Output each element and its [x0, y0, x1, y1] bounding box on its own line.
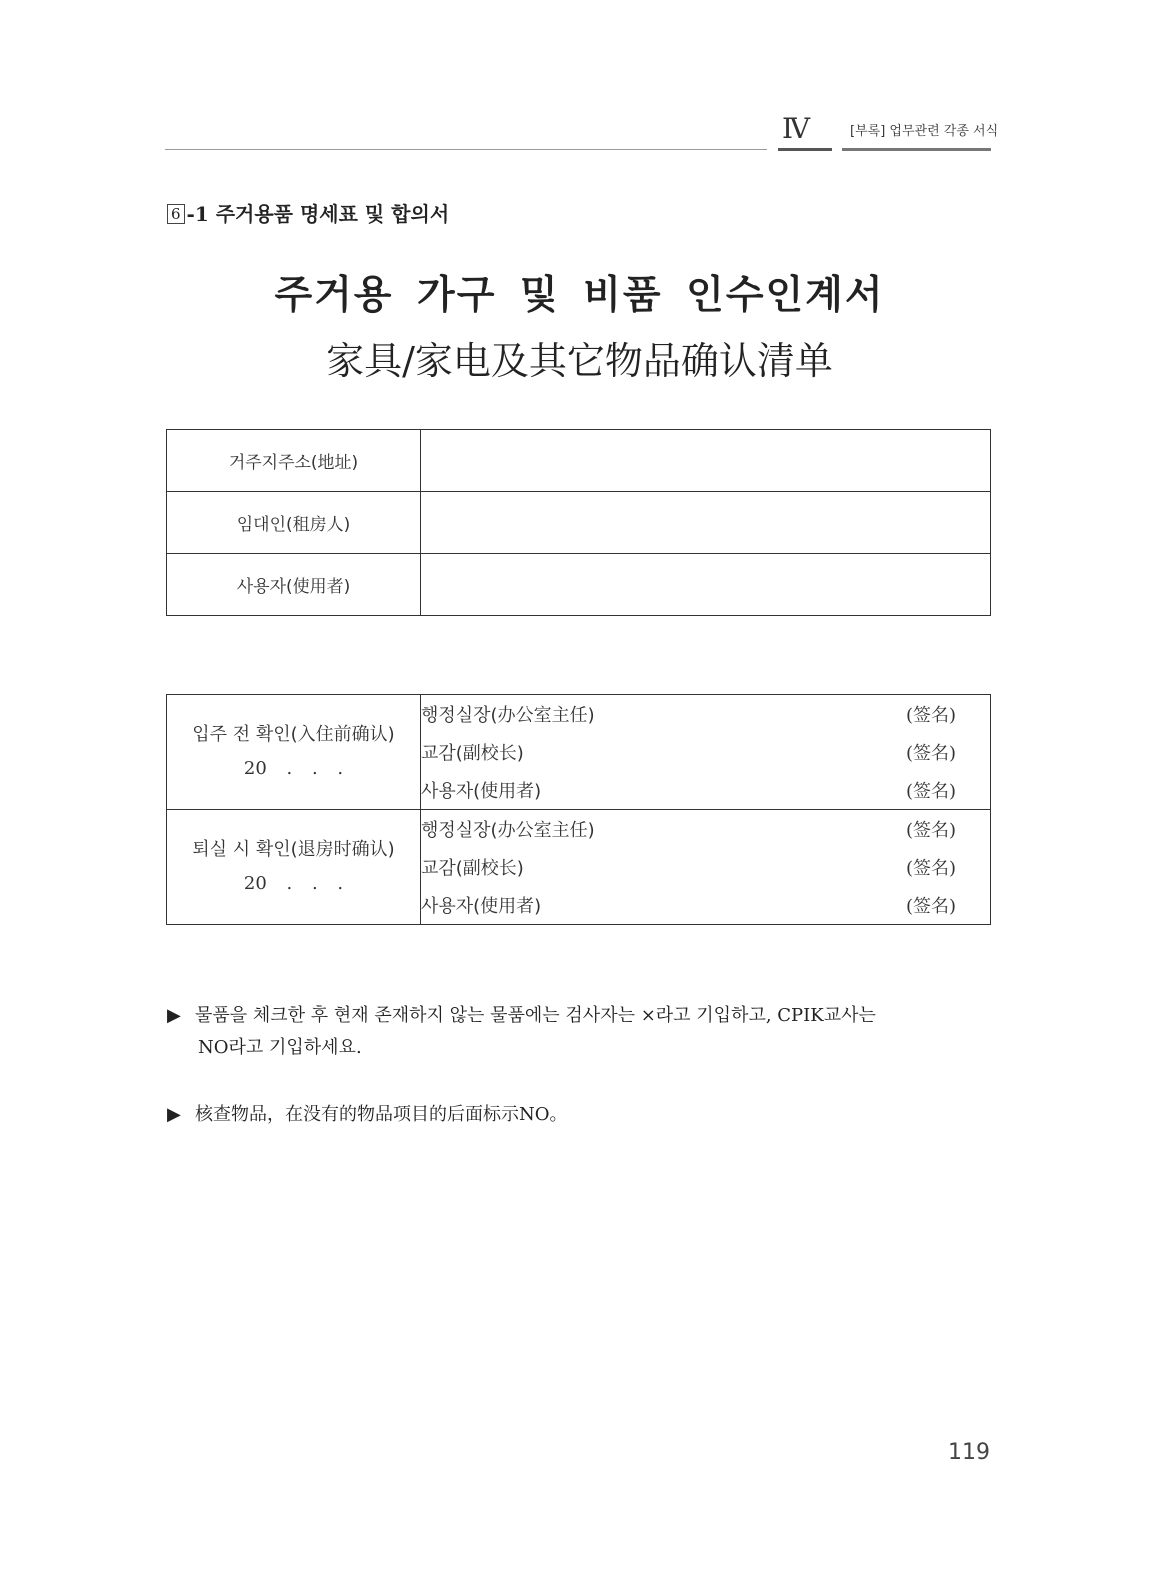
- info-value-user[interactable]: [421, 554, 991, 616]
- signature-line[interactable]: [421, 848, 990, 886]
- sign-mark: (签名): [905, 858, 956, 879]
- confirm-label: 퇴실 시 확인(退房时确认): [192, 839, 395, 860]
- signature-line[interactable]: [421, 886, 990, 924]
- confirm-row-moveout: [167, 810, 991, 925]
- chapter-number: Ⅳ: [782, 112, 809, 145]
- title-korean: 주거용 가구 및 비품 인수인계서: [274, 272, 885, 318]
- info-label: 거주지주소(地址): [167, 430, 421, 492]
- section-underline: [842, 148, 991, 151]
- sign-mark: (签名): [905, 896, 956, 917]
- signature-cell: [421, 810, 991, 925]
- info-value-address[interactable]: [421, 430, 991, 492]
- confirm-label-cell: [167, 695, 421, 810]
- signer-name: 교감(副校长): [421, 858, 524, 879]
- triangle-bullet-icon: ▶: [167, 1005, 181, 1026]
- form-label-text: -1 주거용품 명세표 및 합의서: [186, 202, 450, 226]
- sign-mark: (签名): [905, 705, 956, 726]
- signer-name: 사용자(使用者): [421, 781, 542, 802]
- sign-mark: (签名): [905, 781, 956, 802]
- info-label: 사용자(使用者): [167, 554, 421, 616]
- confirm-label: 입주 전 확인(入住前确认): [192, 724, 395, 745]
- signature-cell: [421, 695, 991, 810]
- confirm-date: 20 . . .: [243, 758, 344, 779]
- info-row-user: [167, 554, 991, 616]
- info-value-landlord[interactable]: [421, 492, 991, 554]
- chapter-underline: [778, 148, 832, 151]
- page-number: 119: [948, 1440, 990, 1465]
- note-korean-line2: NO라고 기입하세요.: [198, 1037, 362, 1058]
- info-label: 임대인(租房人): [167, 492, 421, 554]
- confirm-date: 20 . . .: [243, 873, 344, 894]
- triangle-bullet-icon: ▶: [167, 1104, 181, 1125]
- signature-line[interactable]: [421, 810, 990, 848]
- signature-line[interactable]: [421, 733, 990, 771]
- signature-line[interactable]: [421, 695, 990, 733]
- info-row-address: [167, 430, 991, 492]
- sign-mark: (签名): [905, 820, 956, 841]
- signer-name: 교감(副校长): [421, 743, 524, 764]
- confirm-label-cell: [167, 810, 421, 925]
- section-title: [부록] 업무관련 각종 서식: [850, 124, 999, 139]
- note-korean: [167, 1000, 993, 1064]
- info-row-landlord: [167, 492, 991, 554]
- title-chinese: 家具/家电及其它物品确认清单: [326, 339, 833, 383]
- note-korean-line1: 물품을 체크한 후 현재 존재하지 않는 물품에는 검사자는 ×라고 기입하고, CPIK교사는: [195, 1005, 876, 1026]
- sign-mark: (签名): [905, 743, 956, 764]
- signer-name: 사용자(使用者): [421, 896, 542, 917]
- confirm-table: [166, 694, 991, 925]
- signer-name: 행정실장(办公室主任): [421, 705, 595, 726]
- note-chinese-text: 核查物品，在没有的物品项目的后面标示NO。: [195, 1104, 568, 1125]
- form-label: [167, 198, 449, 227]
- info-table: [166, 429, 991, 616]
- confirm-row-movein: [167, 695, 991, 810]
- header-rule: [165, 149, 767, 150]
- form-box-number: 6: [167, 204, 185, 224]
- signature-line[interactable]: [421, 771, 990, 809]
- signer-name: 행정실장(办公室主任): [421, 820, 595, 841]
- note-chinese: [167, 1099, 993, 1131]
